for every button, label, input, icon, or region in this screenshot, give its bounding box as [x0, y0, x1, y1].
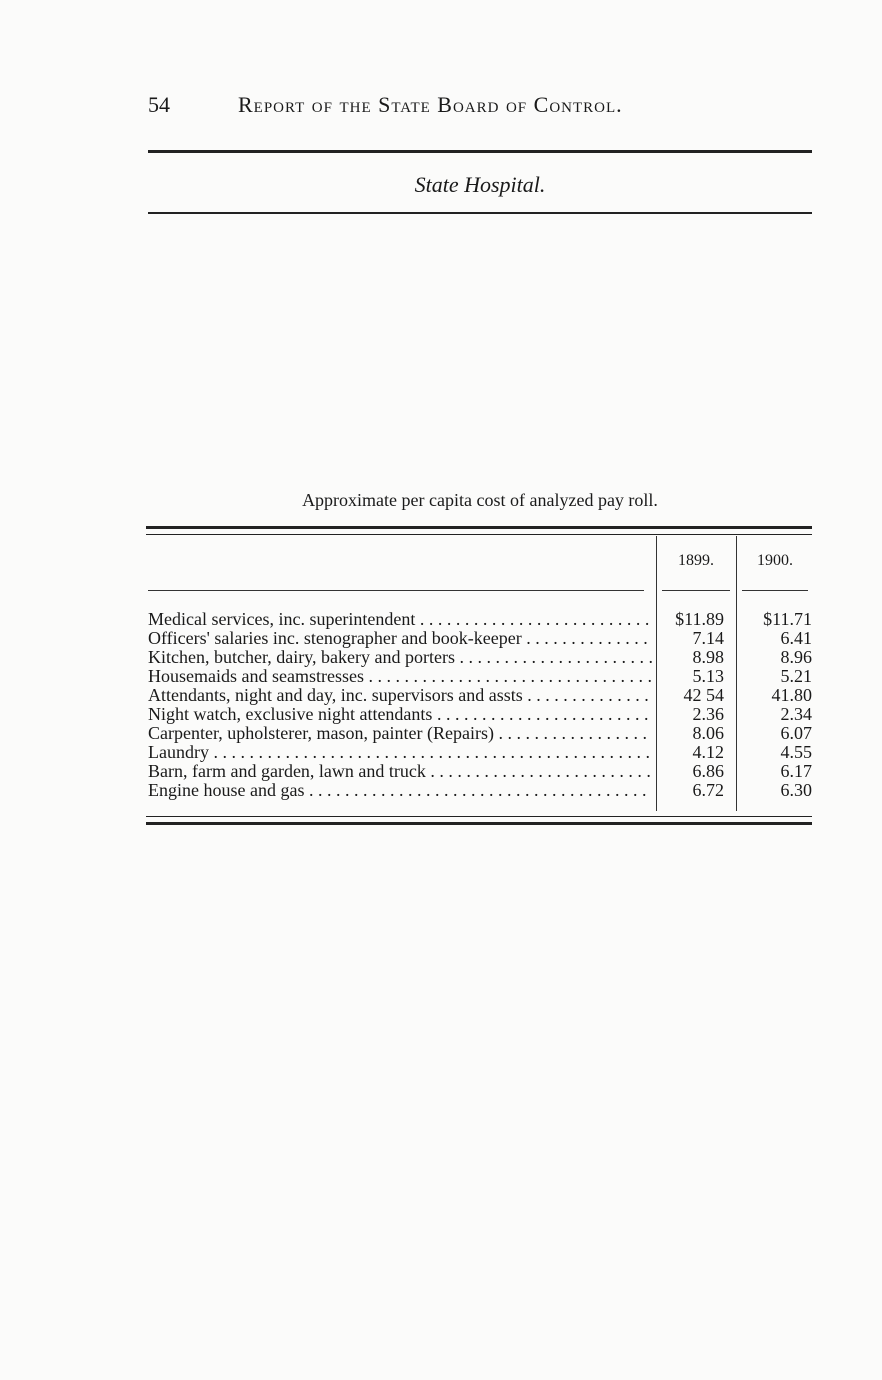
page-number: 54 — [148, 92, 170, 117]
value-1899: $11.89 — [675, 609, 724, 629]
header-underline — [742, 590, 808, 591]
table-row — [146, 781, 812, 800]
row-label: Night watch, exclusive night attendants . . . — [148, 705, 652, 724]
value-1899: 8.06 — [692, 723, 724, 743]
row-label: Housemaids and seamstresses . . . — [148, 667, 652, 686]
value-1899: 6.86 — [692, 761, 724, 781]
row-label: Barn, farm and garden, lawn and truck . . . — [148, 762, 652, 781]
header-underline — [148, 590, 644, 591]
table-row — [146, 629, 812, 648]
table-row — [146, 724, 812, 743]
table-body — [146, 610, 812, 800]
table-row — [146, 667, 812, 686]
table-row — [146, 705, 812, 724]
running-title: Report of the State Board of Control. — [238, 92, 623, 117]
table-bottom-rule — [146, 816, 812, 825]
section-rule — [148, 212, 812, 214]
table-top-rule — [146, 526, 812, 535]
table-row — [146, 762, 812, 781]
page-header — [148, 88, 812, 128]
value-1900: 6.07 — [780, 723, 812, 743]
table-row — [146, 686, 812, 705]
row-label: Engine house and gas . . . — [148, 781, 652, 800]
row-label: Laundry . . . — [148, 743, 652, 762]
value-1899: 6.72 — [692, 780, 724, 800]
value-1900: $11.71 — [763, 609, 812, 629]
value-1900: 6.17 — [780, 761, 812, 781]
value-1899: 2.36 — [692, 704, 724, 724]
column-header-1899: 1899. — [678, 552, 714, 569]
value-1900: 6.41 — [780, 628, 812, 648]
value-1899: 4.12 — [692, 742, 724, 762]
header-underline — [662, 590, 730, 591]
value-1900: 2.34 — [780, 704, 812, 724]
value-1899: 5.13 — [692, 666, 724, 686]
value-1899: 42 54 — [683, 685, 724, 705]
row-label: Carpenter, upholsterer, mason, painter (Repairs) . . . — [148, 724, 652, 743]
value-1900: 41.80 — [771, 685, 812, 705]
table-row — [146, 610, 812, 629]
table-row — [146, 648, 812, 667]
value-1900: 6.30 — [780, 780, 812, 800]
value-1900: 5.21 — [780, 666, 812, 686]
header-rule — [148, 150, 812, 153]
value-1900: 4.55 — [780, 742, 812, 762]
value-1899: 7.14 — [692, 628, 724, 648]
cost-table — [146, 526, 812, 824]
value-1899: 8.98 — [692, 647, 724, 667]
section-title: State Hospital. — [414, 172, 546, 197]
table-row — [146, 743, 812, 762]
value-1900: 8.96 — [780, 647, 812, 667]
table-caption: Approximate per capita cost of analyzed pay roll. — [302, 490, 658, 510]
column-header-1900: 1900. — [757, 552, 793, 569]
row-label: Kitchen, butcher, dairy, bakery and porters . . . — [148, 648, 652, 667]
row-label: Attendants, night and day, inc. supervisors and assts . . . — [148, 686, 652, 705]
row-label: Officers' salaries inc. stenographer and book-keeper . . . — [148, 629, 652, 648]
row-label: Medical services, inc. superintendent . . . — [148, 610, 652, 629]
